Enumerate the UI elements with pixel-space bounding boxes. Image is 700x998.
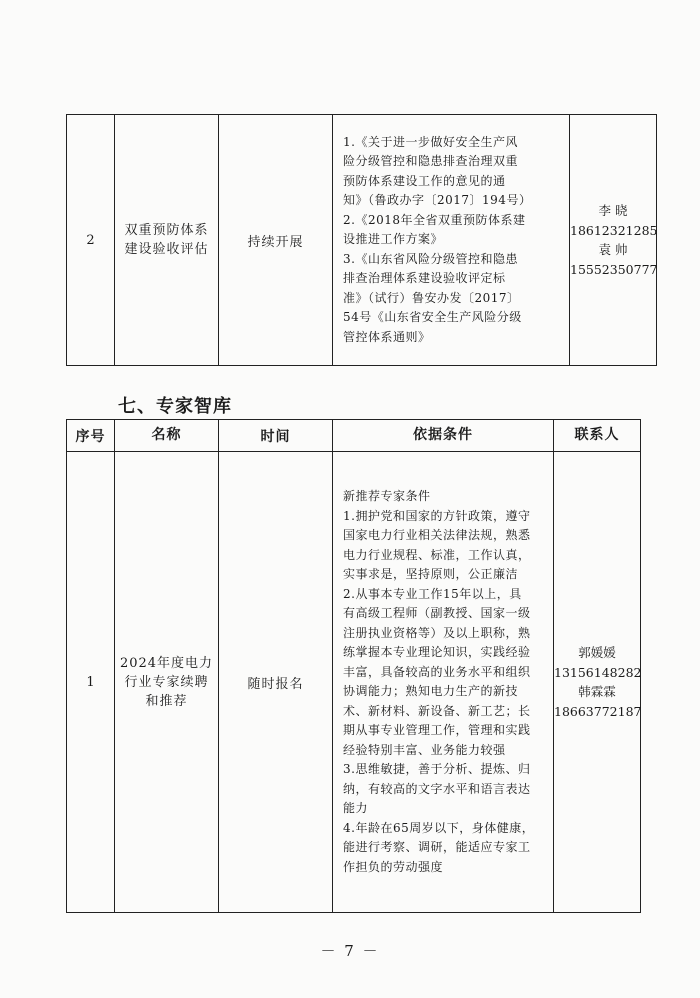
text-line: 排查治理体系建设验收评定标 (343, 271, 506, 286)
text-line: 知》（鲁政办字〔2017〕194号） (343, 193, 532, 208)
item-basis (333, 452, 554, 913)
text-line: 2024年度电力 (119, 655, 214, 671)
text-line: 15552350777 (570, 261, 658, 277)
text-line: 丰富，具备较高的业务水平和组织 (343, 664, 531, 679)
text-line: 有高级工程师（副教授、国家一级 (343, 606, 531, 620)
text-line: 18612321285 (570, 222, 658, 238)
header-contact: 联系人 (554, 420, 641, 452)
text-line: 袁 帅 (598, 242, 628, 257)
text-line: 实事求是，坚持原则，公正廉洁 (343, 567, 519, 581)
text-line: 18663772187 (554, 703, 642, 719)
section-heading: 七、专家智库 (118, 396, 232, 417)
previous-section-table (66, 114, 657, 366)
text-line: 能进行考察、调研，能适应专家工 (343, 840, 531, 854)
page-number: － 7 － (320, 942, 380, 960)
text-line: 2.从事本专业工作15年以上，具 (343, 586, 522, 601)
text-line: 建设验收评估 (124, 242, 209, 257)
text-line: 协调能力；熟知电力生产的新技 (343, 684, 519, 698)
text-line: 1.拥护党和国家的方针政策，遵守 (343, 508, 531, 523)
text-line: 纳，有较高的文字水平和语言表达 (343, 781, 531, 796)
text-line: 术、新材料、新设备、新工艺；长 (343, 703, 531, 718)
text-line: 险分级管控和隐患排查治理双重 (343, 154, 519, 169)
text-line: 54号《山东省安全生产风险分级 (343, 310, 522, 325)
text-line: 4.年龄在65周岁以下，身体健康， (343, 820, 535, 835)
text-line: 练掌握本专业理论知识，实践经验 (343, 645, 531, 659)
text-line: 设推进工作方案》 (343, 232, 444, 247)
text-line: 期从事专业管理工作，管理和实践 (343, 723, 531, 737)
text-line: 13156148282 (554, 664, 642, 680)
header-time: 时间 (219, 420, 333, 452)
header-basis: 依据条件 (333, 420, 554, 452)
item-contact (554, 452, 641, 913)
text-line: 和推荐 (145, 693, 188, 709)
text-line: 预防体系建设工作的意见的通 (343, 173, 506, 188)
text-line: 电力行业规程、标准，工作认真， (343, 547, 531, 562)
header-name: 名称 (115, 420, 219, 452)
text-line: 作担负的劳动强度 (343, 859, 444, 874)
table-header-row (67, 420, 641, 452)
text-line: 郭媛媛 (578, 645, 616, 660)
row-number: 1 (67, 452, 115, 913)
table-row (67, 115, 657, 366)
text-line: 新推荐专家条件 (343, 489, 431, 503)
text-line: 行业专家续聘 (124, 674, 209, 690)
text-line: 3.思维敏捷，善于分析、提炼、归 (343, 762, 531, 776)
text-line: 能力 (343, 801, 369, 815)
text-line: 注册执业资格等）及以上职称，熟 (343, 625, 531, 640)
text-line: 国家电力行业相关法律法规，熟悉 (343, 528, 531, 542)
item-name (115, 452, 219, 913)
row-number: 2 (67, 115, 115, 366)
text-line: 3.《山东省风险分级管控和隐患 (343, 251, 518, 266)
header-num: 序号 (67, 420, 115, 452)
item-contact (570, 115, 657, 366)
text-line: 双重预防体系 (124, 223, 209, 238)
item-name (115, 115, 219, 366)
text-line: 2.《2018年全省双重预防体系建 (343, 212, 526, 227)
text-line: 管控体系通则》 (343, 329, 431, 344)
text-line: 1.《关于进一步做好安全生产风 (343, 134, 518, 149)
table-row (67, 452, 641, 913)
item-basis (333, 115, 570, 366)
item-time: 随时报名 (219, 452, 333, 913)
text-line: 韩霖霖 (578, 684, 616, 699)
text-line: 经验特别丰富、业务能力较强 (343, 742, 506, 757)
expert-pool-table (66, 419, 641, 913)
item-time: 持续开展 (219, 115, 333, 366)
text-line: 准》（试行）鲁安办发〔2017〕 (343, 290, 520, 305)
text-line: 李 晓 (598, 203, 628, 218)
